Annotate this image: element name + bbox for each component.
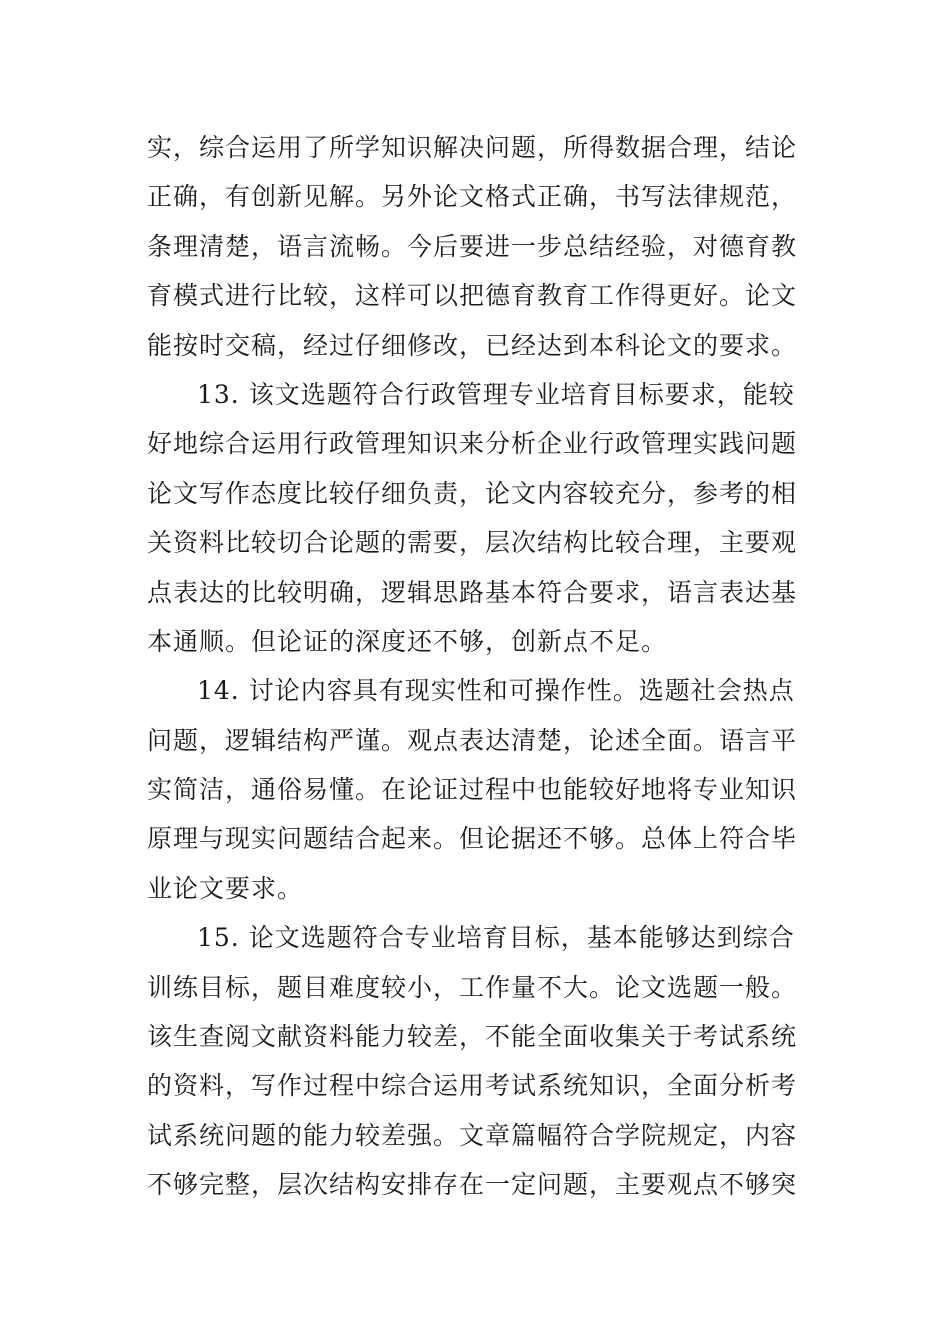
text-line: 好地综合运用行政管理知识来分析企业行政管理实践问题	[147, 429, 798, 459]
text-line: 不够完整，层次结构安排存在一定问题，主要观点不够突	[147, 1170, 798, 1200]
text-line: 14. 讨论内容具有现实性和可操作性。选题社会热点	[197, 676, 795, 706]
text-line: 问题，逻辑结构严谨。观点表达清楚，论述全面。语言平	[147, 725, 798, 755]
text-line: 试系统问题的能力较差强。文章篇幅符合学院规定，内容	[147, 1120, 798, 1150]
text-line: 该生查阅文献资料能力较差，不能全面收集关于考试系统	[147, 1022, 798, 1052]
text-line: 15. 论文选题符合专业培育目标，基本能够达到综合	[197, 923, 795, 953]
text-line: 本通顺。但论证的深度还不够，创新点不足。	[147, 626, 668, 656]
paragraph-14	[147, 666, 812, 913]
text-line: 实，综合运用了所学知识解决问题，所得数据合理，结论	[147, 133, 798, 162]
text-line: 的资料，写作过程中综合运用考试系统知识，全面分析考	[147, 1071, 798, 1101]
text-line: 13. 该文选题符合行政管理专业培育目标要求，能较	[197, 379, 795, 409]
paragraph-13	[147, 370, 812, 666]
text-line: 业论文要求。	[147, 873, 304, 903]
text-line: 点表达的比较明确，逻辑思路基本符合要求，语言表达基	[147, 577, 798, 607]
text-line: 能按时交稿，经过仔细修改，已经达到本科论文的要求。	[147, 330, 798, 360]
text-line: 育模式进行比较，这样可以把德育教育工作得更好。论文	[147, 281, 798, 311]
text-line: 原理与现实问题结合起来。但论据还不够。总体上符合毕	[147, 824, 798, 854]
text-line: 实简洁，通俗易懂。在论证过程中也能较好地将专业知识	[147, 775, 798, 805]
text-line: 正确，有创新见解。另外论文格式正确，书写法律规范，	[147, 182, 798, 212]
text-line: 训练目标，题目难度较小，工作量不大。论文选题一般。	[147, 972, 798, 1002]
text-line: 条理清楚，语言流畅。今后要进一步总结经验，对德育教	[147, 231, 798, 261]
text-line: 关资料比较切合论题的需要，层次结构比较合理，主要观	[147, 528, 798, 558]
document-body	[147, 123, 812, 1210]
text-line: 论文写作态度比较仔细负责，论文内容较充分，参考的相	[147, 478, 798, 508]
paragraph-15	[147, 913, 812, 1209]
paragraph-12-continuation	[147, 123, 812, 370]
